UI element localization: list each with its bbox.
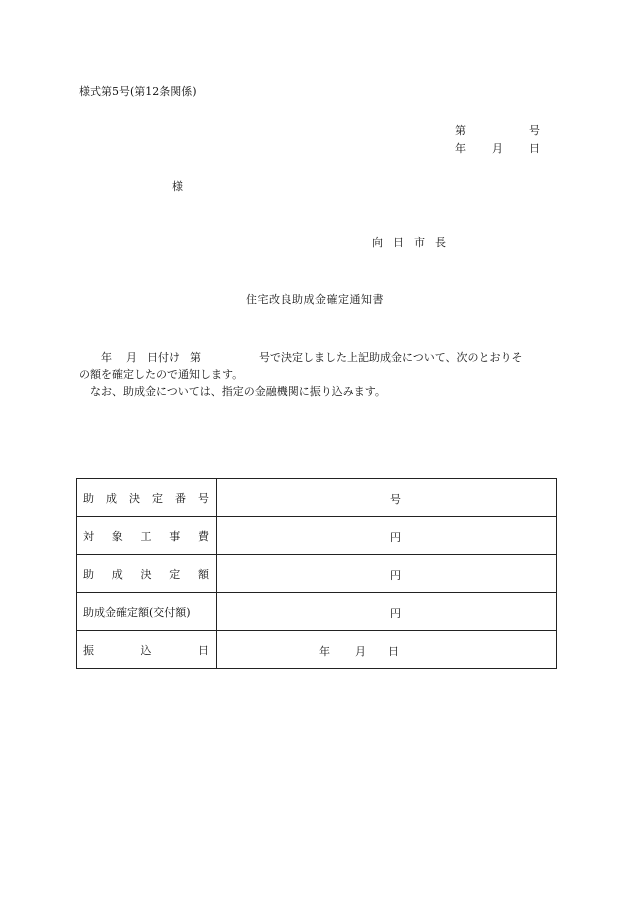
label-char: 込: [140, 643, 152, 657]
label-construction-cost: [83, 528, 209, 544]
label-char: 日: [198, 643, 209, 657]
body-line-1-rest: 号で決定しました上記助成金について、次のとおりそ: [259, 351, 523, 364]
body-paragraph: [79, 349, 559, 400]
doc-number-prefix: 第: [455, 124, 466, 137]
document-title: 住宅改良助成金確定通知書: [246, 293, 384, 306]
label-char: 振: [83, 643, 94, 657]
unit-label: 円: [390, 569, 401, 582]
label-char: 定: [152, 491, 163, 505]
value-cell-confirmed-amount[interactable]: [217, 593, 557, 631]
issue-date-month: 月: [492, 142, 503, 155]
transfer-date-day: 日: [388, 645, 399, 658]
body-no-prefix: 第: [190, 351, 201, 364]
issuer-name: 向日市長: [372, 236, 456, 249]
label-cell: [77, 517, 217, 555]
label-cell: [77, 479, 217, 517]
grant-info-table: [76, 478, 557, 669]
body-line-2: の額を確定したので通知します。: [79, 368, 244, 381]
table-row: [77, 517, 557, 555]
body-line-3: なお、助成金については、指定の金融機関に振り込みます。: [90, 385, 386, 398]
table-row: [77, 555, 557, 593]
value-cell-construction-cost[interactable]: [217, 517, 557, 555]
label-confirmed-amount: 助成金確定額(交付額): [83, 605, 191, 619]
label-cell: [77, 593, 217, 631]
label-char: 番: [175, 491, 186, 505]
unit-label: 号: [390, 493, 401, 506]
label-decision-number: [83, 490, 209, 506]
form-number: 様式第5号(第12条関係): [79, 85, 197, 98]
body-day: 日付け: [147, 351, 180, 364]
label-transfer-date: [83, 642, 209, 658]
label-char: 事: [169, 529, 181, 543]
table-row: [77, 593, 557, 631]
label-char: 決: [129, 491, 140, 505]
body-month: 月: [126, 351, 137, 364]
table-row: [77, 631, 557, 669]
body-line-1: [79, 349, 559, 366]
body-year: 年: [101, 351, 112, 364]
label-char: 助: [83, 491, 94, 505]
label-cell: [77, 555, 217, 593]
transfer-date-month: 月: [355, 645, 366, 658]
label-char: 工: [140, 529, 152, 543]
label-char: 象: [111, 529, 123, 543]
label-char: 額: [198, 567, 209, 581]
label-char: 号: [198, 491, 209, 505]
label-char: 定: [169, 567, 181, 581]
label-char: 費: [198, 529, 209, 543]
issue-date-year: 年: [455, 142, 466, 155]
label-char: 成: [111, 567, 123, 581]
issue-date-day: 日: [529, 142, 540, 155]
table-row: [77, 479, 557, 517]
value-cell-decision-number[interactable]: [217, 479, 557, 517]
label-char: 対: [83, 529, 94, 543]
addressee-honorific: 様: [172, 180, 183, 193]
doc-number-suffix: 号: [529, 124, 540, 137]
unit-label: 円: [390, 607, 401, 620]
unit-label: 円: [390, 531, 401, 544]
label-char: 決: [140, 567, 152, 581]
transfer-date-year: 年: [319, 645, 330, 658]
label-cell: [77, 631, 217, 669]
label-char: 助: [83, 567, 94, 581]
label-char: 成: [106, 491, 117, 505]
value-cell-transfer-date[interactable]: [217, 631, 557, 669]
label-decision-amount: [83, 566, 209, 582]
value-cell-decision-amount[interactable]: [217, 555, 557, 593]
